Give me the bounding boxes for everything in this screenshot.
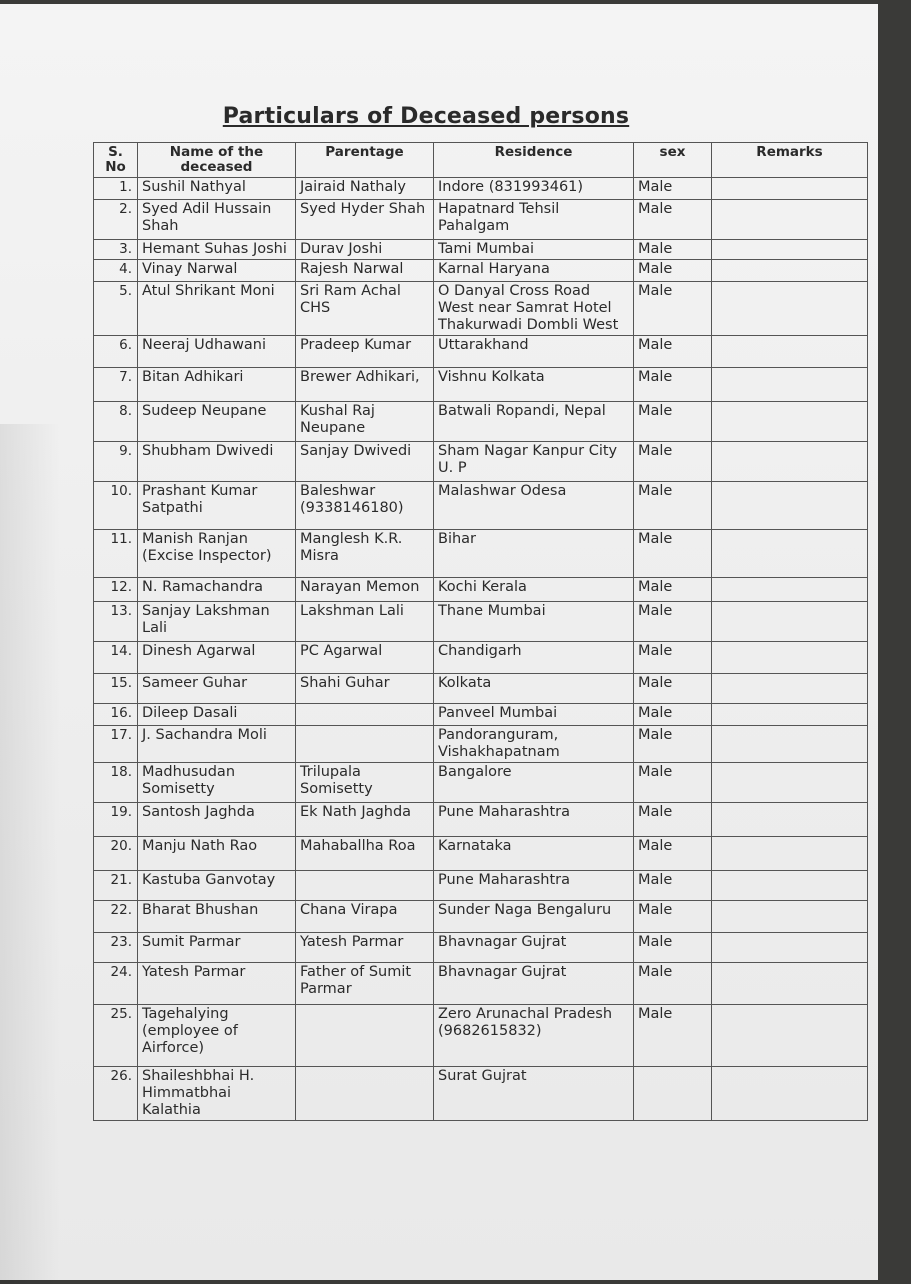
table-row [94, 368, 868, 402]
cell-residence: Bhavnagar Gujrat [434, 933, 634, 963]
cell-no: 11. [94, 530, 138, 578]
cell-no: 16. [94, 704, 138, 726]
table-row [94, 871, 868, 901]
cell-remarks [712, 336, 868, 368]
cell-residence: Batwali Ropandi, Nepal [434, 402, 634, 442]
cell-no: 8. [94, 402, 138, 442]
cell-parentage: Yatesh Parmar [296, 933, 434, 963]
cell-parentage: Mahaballha Roa [296, 837, 434, 871]
cell-no: 26. [94, 1067, 138, 1121]
cell-residence: Pune Maharashtra [434, 803, 634, 837]
cell-residence: Sham Nagar Kanpur City U. P [434, 442, 634, 482]
cell-sex: Male [634, 282, 712, 336]
cell-sex: Male [634, 200, 712, 240]
cell-parentage: Brewer Adhikari, [296, 368, 434, 402]
cell-no: 14. [94, 642, 138, 674]
cell-name: Dileep Dasali [138, 704, 296, 726]
cell-remarks [712, 240, 868, 260]
cell-residence: Kolkata [434, 674, 634, 704]
cell-remarks [712, 642, 868, 674]
cell-name: Sushil Nathyal [138, 178, 296, 200]
cell-no: 5. [94, 282, 138, 336]
cell-residence: Uttarakhand [434, 336, 634, 368]
table-row [94, 578, 868, 602]
cell-name: Dinesh Agarwal [138, 642, 296, 674]
cell-parentage: Trilupala Somisetty [296, 763, 434, 803]
cell-parentage: Rajesh Narwal [296, 260, 434, 282]
cell-remarks [712, 368, 868, 402]
table-row [94, 282, 868, 336]
cell-name: Shubham Dwivedi [138, 442, 296, 482]
cell-name: Sudeep Neupane [138, 402, 296, 442]
cell-remarks [712, 1067, 868, 1121]
cell-residence: Bhavnagar Gujrat [434, 963, 634, 1005]
cell-name: Hemant Suhas Joshi [138, 240, 296, 260]
cell-parentage: Manglesh K.R. Misra [296, 530, 434, 578]
deceased-persons-table [93, 142, 868, 1121]
cell-sex: Male [634, 963, 712, 1005]
cell-sex: Male [634, 336, 712, 368]
table-row [94, 837, 868, 871]
cell-parentage: Ek Nath Jaghda [296, 803, 434, 837]
table-row [94, 1067, 868, 1121]
table-row [94, 763, 868, 803]
cell-name: Syed Adil Hussain Shah [138, 200, 296, 240]
cell-residence: Kochi Kerala [434, 578, 634, 602]
cell-sex: Male [634, 178, 712, 200]
cell-remarks [712, 282, 868, 336]
cell-remarks [712, 260, 868, 282]
cell-no: 15. [94, 674, 138, 704]
cell-residence: Bangalore [434, 763, 634, 803]
cell-no: 6. [94, 336, 138, 368]
cell-residence: Pandoranguram, Vishakhapatnam [434, 726, 634, 763]
cell-name: Shaileshbhai H. Himmatbhai Kalathia [138, 1067, 296, 1121]
cell-parentage: Syed Hyder Shah [296, 200, 434, 240]
cell-residence: Sunder Naga Bengaluru [434, 901, 634, 933]
cell-parentage [296, 726, 434, 763]
cell-sex: Male [634, 240, 712, 260]
cell-name: Sanjay Lakshman Lali [138, 602, 296, 642]
cell-remarks [712, 901, 868, 933]
cell-name: Atul Shrikant Moni [138, 282, 296, 336]
cell-no: 9. [94, 442, 138, 482]
table-header-row [94, 143, 868, 178]
table-row [94, 642, 868, 674]
cell-sex: Male [634, 1005, 712, 1067]
cell-remarks [712, 803, 868, 837]
cell-remarks [712, 578, 868, 602]
cell-sex: Male [634, 530, 712, 578]
cell-parentage [296, 1005, 434, 1067]
header-residence: Residence [434, 143, 634, 178]
cell-remarks [712, 442, 868, 482]
cell-remarks [712, 530, 868, 578]
cell-parentage: Pradeep Kumar [296, 336, 434, 368]
cell-no: 21. [94, 871, 138, 901]
cell-no: 4. [94, 260, 138, 282]
cell-parentage: Jairaid Nathaly [296, 178, 434, 200]
cell-sex: Male [634, 368, 712, 402]
cell-parentage: Sanjay Dwivedi [296, 442, 434, 482]
cell-residence: Bihar [434, 530, 634, 578]
cell-sex: Male [634, 871, 712, 901]
cell-parentage: Lakshman Lali [296, 602, 434, 642]
cell-parentage: PC Agarwal [296, 642, 434, 674]
shadow-overlay [0, 424, 60, 1284]
cell-residence: Vishnu Kolkata [434, 368, 634, 402]
cell-name: Manish Ranjan (Excise Inspector) [138, 530, 296, 578]
cell-residence: Karnataka [434, 837, 634, 871]
table-row [94, 530, 868, 578]
table-row [94, 933, 868, 963]
table-row [94, 482, 868, 530]
cell-parentage: Narayan Memon [296, 578, 434, 602]
cell-sex: Male [634, 901, 712, 933]
cell-no: 17. [94, 726, 138, 763]
cell-residence: O Danyal Cross Road West near Samrat Hotel Thakurwadi Dombli West [434, 282, 634, 336]
cell-residence: Indore (831993461) [434, 178, 634, 200]
cell-sex: Male [634, 763, 712, 803]
table-row [94, 200, 868, 240]
table-row [94, 1005, 868, 1067]
header-sno: S. No [94, 143, 138, 178]
table-row [94, 963, 868, 1005]
cell-sex: Male [634, 482, 712, 530]
cell-remarks [712, 963, 868, 1005]
cell-remarks [712, 482, 868, 530]
cell-no: 23. [94, 933, 138, 963]
cell-remarks [712, 200, 868, 240]
cell-no: 10. [94, 482, 138, 530]
cell-parentage [296, 1067, 434, 1121]
cell-remarks [712, 178, 868, 200]
header-parentage: Parentage [296, 143, 434, 178]
cell-remarks [712, 763, 868, 803]
cell-no: 24. [94, 963, 138, 1005]
cell-no: 22. [94, 901, 138, 933]
cell-remarks [712, 933, 868, 963]
table-row [94, 803, 868, 837]
cell-name: Manju Nath Rao [138, 837, 296, 871]
cell-sex: Male [634, 933, 712, 963]
cell-name: Prashant Kumar Satpathi [138, 482, 296, 530]
cell-no: 12. [94, 578, 138, 602]
cell-sex: Male [634, 803, 712, 837]
cell-name: J. Sachandra Moli [138, 726, 296, 763]
cell-parentage [296, 871, 434, 901]
cell-sex [634, 1067, 712, 1121]
cell-parentage: Kushal Raj Neupane [296, 402, 434, 442]
cell-sex: Male [634, 642, 712, 674]
cell-no: 1. [94, 178, 138, 200]
cell-name: Madhusudan Somisetty [138, 763, 296, 803]
table-row [94, 402, 868, 442]
cell-no: 20. [94, 837, 138, 871]
cell-sex: Male [634, 602, 712, 642]
cell-sex: Male [634, 260, 712, 282]
cell-parentage [296, 704, 434, 726]
cell-sex: Male [634, 704, 712, 726]
table-row [94, 240, 868, 260]
cell-name: Neeraj Udhawani [138, 336, 296, 368]
cell-remarks [712, 704, 868, 726]
cell-sex: Male [634, 402, 712, 442]
cell-residence: Malashwar Odesa [434, 482, 634, 530]
cell-residence: Karnal Haryana [434, 260, 634, 282]
cell-no: 7. [94, 368, 138, 402]
cell-remarks [712, 837, 868, 871]
cell-name: Bharat Bhushan [138, 901, 296, 933]
cell-residence: Zero Arunachal Pradesh (9682615832) [434, 1005, 634, 1067]
cell-parentage: Chana Virapa [296, 901, 434, 933]
cell-parentage: Durav Joshi [296, 240, 434, 260]
cell-name: N. Ramachandra [138, 578, 296, 602]
cell-name: Sumit Parmar [138, 933, 296, 963]
cell-name: Yatesh Parmar [138, 963, 296, 1005]
table-row [94, 602, 868, 642]
cell-residence: Tami Mumbai [434, 240, 634, 260]
cell-remarks [712, 402, 868, 442]
header-remarks: Remarks [712, 143, 868, 178]
cell-residence: Chandigarh [434, 642, 634, 674]
cell-name: Vinay Narwal [138, 260, 296, 282]
cell-parentage: Shahi Guhar [296, 674, 434, 704]
cell-name: Sameer Guhar [138, 674, 296, 704]
cell-no: 13. [94, 602, 138, 642]
cell-residence: Pune Maharashtra [434, 871, 634, 901]
header-sex: sex [634, 143, 712, 178]
table-row [94, 260, 868, 282]
table-row [94, 901, 868, 933]
cell-residence: Panveel Mumbai [434, 704, 634, 726]
cell-remarks [712, 602, 868, 642]
table-row [94, 336, 868, 368]
table-row [94, 178, 868, 200]
cell-remarks [712, 726, 868, 763]
document-page [0, 4, 878, 1280]
cell-sex: Male [634, 578, 712, 602]
cell-residence: Thane Mumbai [434, 602, 634, 642]
table-row [94, 442, 868, 482]
cell-no: 2. [94, 200, 138, 240]
cell-no: 25. [94, 1005, 138, 1067]
cell-no: 18. [94, 763, 138, 803]
cell-residence: Surat Gujrat [434, 1067, 634, 1121]
table-row [94, 674, 868, 704]
cell-remarks [712, 871, 868, 901]
document-title: Particulars of Deceased persons [222, 104, 630, 129]
cell-no: 19. [94, 803, 138, 837]
cell-no: 3. [94, 240, 138, 260]
header-name: Name of the deceased [138, 143, 296, 178]
table-row [94, 726, 868, 763]
cell-sex: Male [634, 674, 712, 704]
cell-residence: Hapatnard Tehsil Pahalgam [434, 200, 634, 240]
table-row [94, 704, 868, 726]
cell-parentage: Sri Ram Achal CHS [296, 282, 434, 336]
cell-name: Santosh Jaghda [138, 803, 296, 837]
cell-remarks [712, 674, 868, 704]
cell-name: Tagehalying (employee of Airforce) [138, 1005, 296, 1067]
cell-parentage: Father of Sumit Parmar [296, 963, 434, 1005]
cell-sex: Male [634, 726, 712, 763]
cell-parentage: Baleshwar (9338146180) [296, 482, 434, 530]
cell-sex: Male [634, 442, 712, 482]
cell-name: Bitan Adhikari [138, 368, 296, 402]
cell-remarks [712, 1005, 868, 1067]
cell-name: Kastuba Ganvotay [138, 871, 296, 901]
cell-sex: Male [634, 837, 712, 871]
